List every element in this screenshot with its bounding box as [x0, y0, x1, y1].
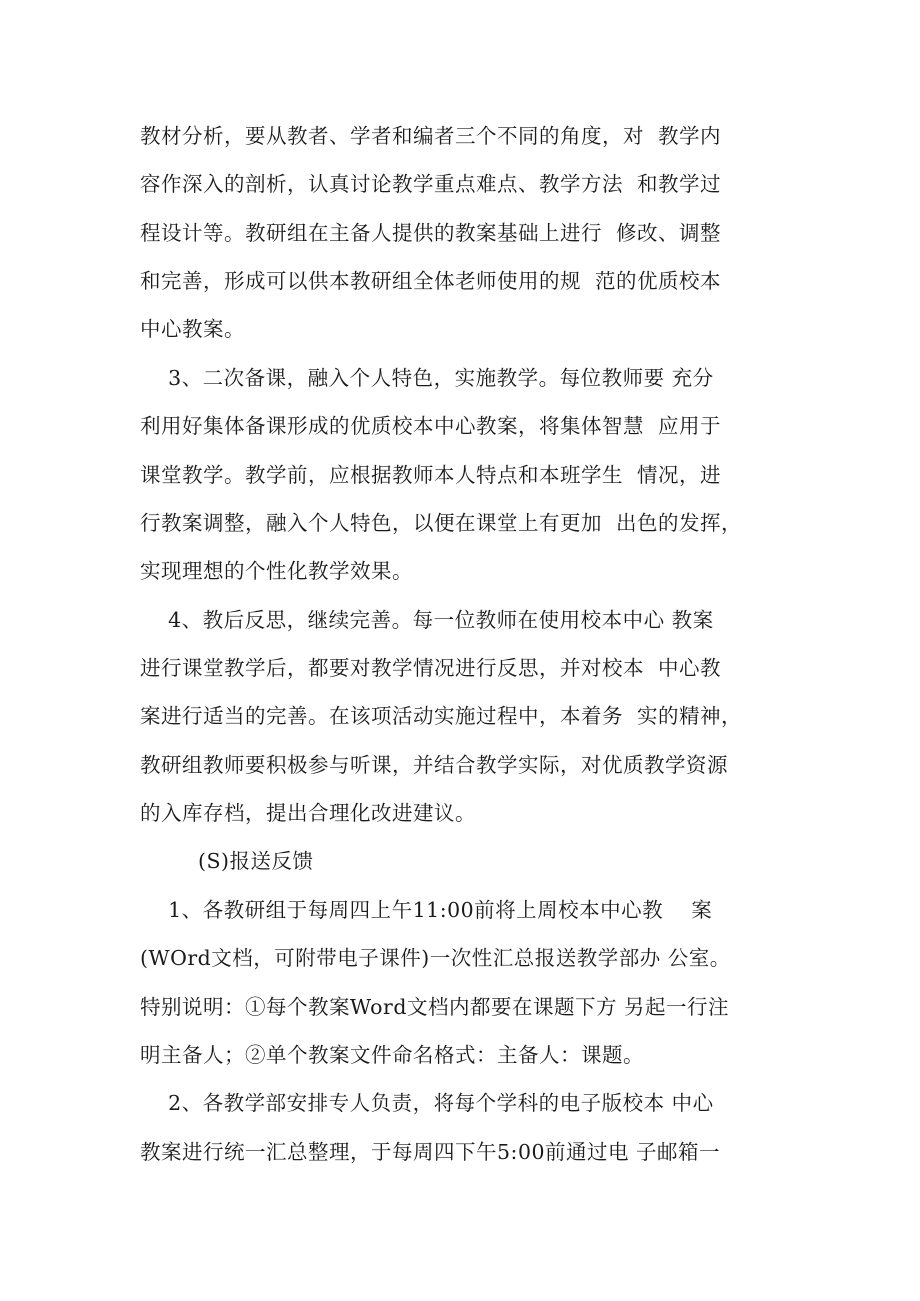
text-line: 和完善，形成可以供本教研组全体老师使用的规 范的优质校本 [140, 269, 722, 293]
text-line: 明主备人；②单个教案文件命名格式：主备人：课题。 [140, 1043, 644, 1067]
text-line: 3、二次备课，融入个人特色，实施教学。每位教师要 充分 [140, 366, 714, 390]
text-line: 教材分析，要从教者、学者和编者三个不同的角度，对 教学内 [140, 124, 722, 148]
text-line: 教案进行统一汇总整理，于每周四下午5:00前通过电 子邮箱一 [140, 1140, 721, 1164]
text-line: 4、教后反思，继续完善。每一位教师在使用校本中心 教案 [140, 608, 714, 632]
text-line: 利用好集体备课形成的优质校本中心教案，将集体智慧 应用于 [140, 414, 722, 438]
text-line: 2、各教学部安排专人负责，将每个学科的电子版校本 中心 [140, 1091, 714, 1115]
text-line: 1、各教研组于每周四上午11:00前将上周校本中心教 案 [140, 898, 713, 922]
text-line: 进行课堂教学后，都要对教学情况进行反思，并对校本 中心教 [140, 656, 722, 680]
section-heading: (S)报送反馈 [198, 849, 314, 873]
text-line: (WOrd文档，可附带电子课件)一次性汇总报送教学部办 公室。 [140, 946, 731, 970]
text-line: 课堂教学。教学前，应根据教师本人特点和本班学生 情况，进 [140, 463, 722, 487]
text-line: 行教案调整，融入个人特色，以便在课堂上有更加 出色的发挥， [140, 511, 743, 535]
text-line: 案进行适当的完善。在该项活动实施过程中，本着务 实的精神， [140, 704, 743, 728]
text-line: 程设计等。教研组在主备人提供的教案基础上进行 修改、调整 [140, 221, 722, 245]
text-line: 特别说明：①每个教案Word文档内都要在课题下方 另起一行注 [140, 995, 729, 1019]
text-line: 容作深入的剖析，认真讨论教学重点难点、教学方法 和教学过 [140, 172, 722, 196]
text-line: 教研组教师要积极参与听课，并结合教学实际，对优质教学资源 [140, 753, 728, 777]
text-line: 的入库存档，提出合理化改进建议。 [140, 801, 476, 825]
text-line: 中心教案。 [140, 317, 245, 341]
text-line: 实现理想的个性化教学效果。 [140, 559, 413, 583]
